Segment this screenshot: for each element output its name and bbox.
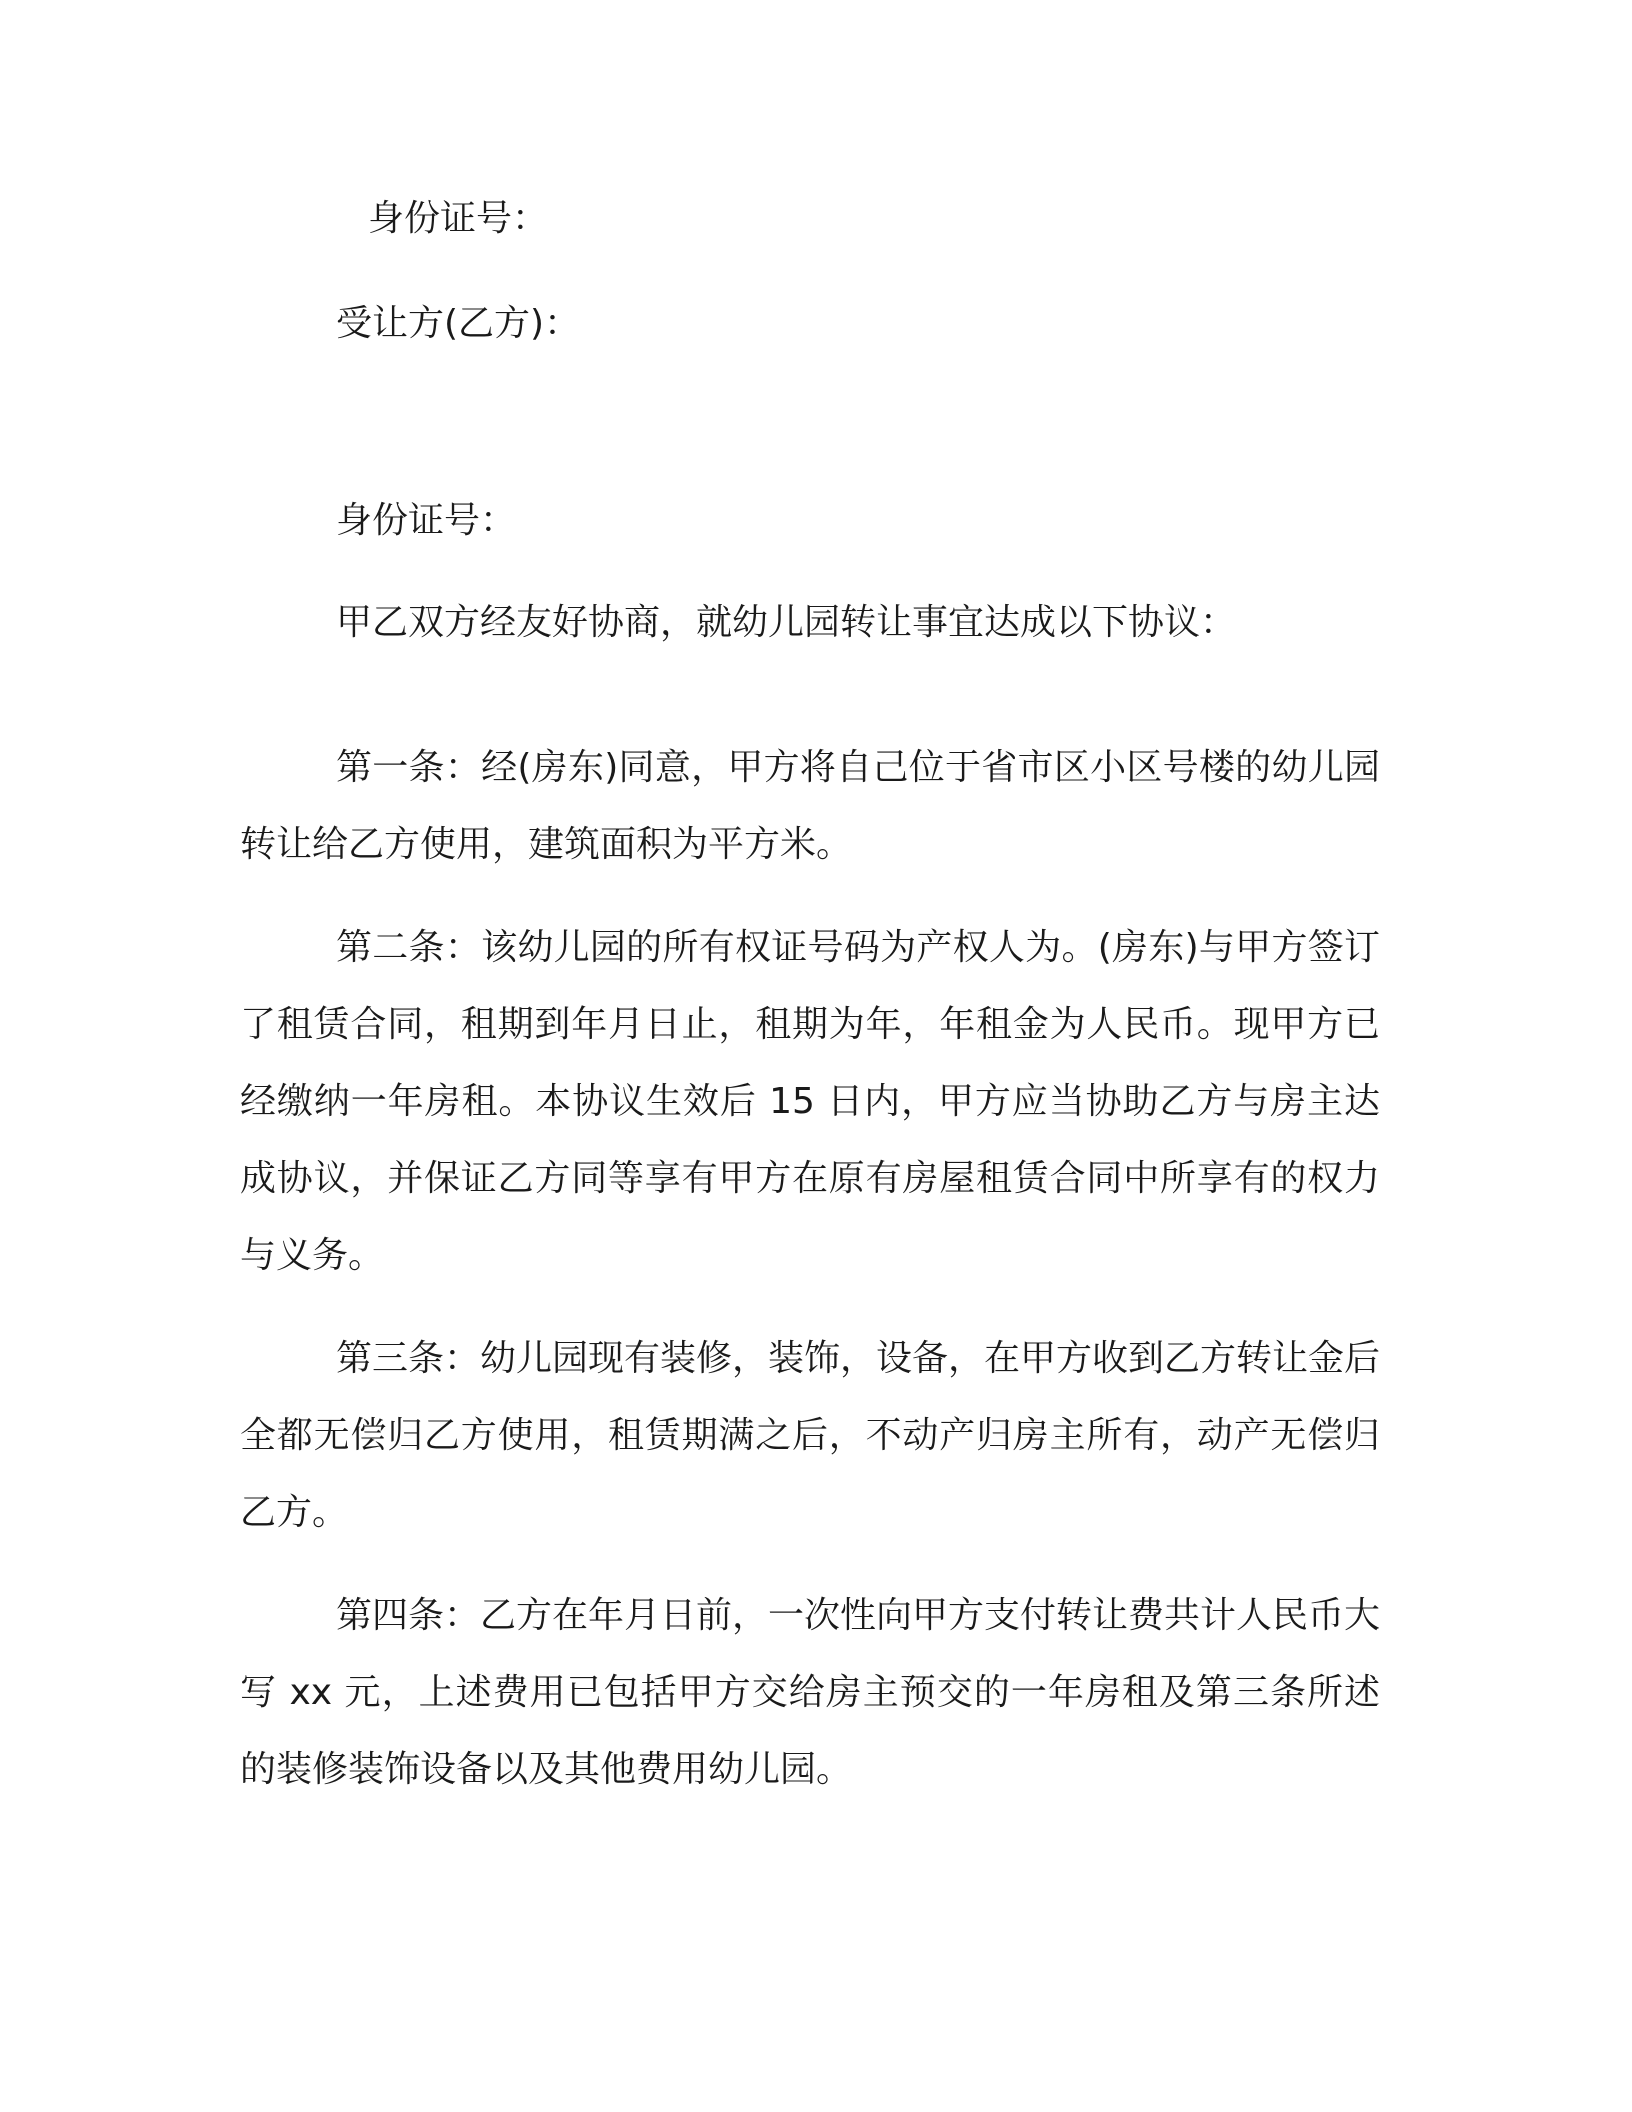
article-4: 第四条：乙方在年月日前，一次性向甲方支付转让费共计人民币大写 xx 元，上述费用已包括甲方交给房主预交的一年房租及第三条所述的装修装饰设备以及其他费用幼儿园。: [240, 1595, 1381, 1790]
transferee-label: 受让方(乙方)：: [336, 303, 581, 344]
id-number-label-party-b: 身份证号：: [336, 500, 517, 541]
agreement-intro: 甲乙双方经友好协商，就幼儿园转让事宜达成以下协议：: [336, 602, 1237, 643]
id-number-label-party-a: 身份证号：: [368, 198, 549, 239]
article-3: 第三条：幼儿园现有装修，装饰，设备，在甲方收到乙方转让金后全都无偿归乙方使用，租赁期满之后，不动产归房主所有，动产无偿归乙方。: [240, 1338, 1381, 1533]
article-2: 第二条：该幼儿园的所有权证号码为产权人为。(房东)与甲方签订了租赁合同，租期到年月日止，租期为年，年租金为人民币。现甲方已经缴纳一年房租。本协议生效后 15 日内，甲方应当协助乙方与房主达成协议，并保证乙方同等享有甲方在原有房屋租赁合同中所享有的权力与义务。: [240, 927, 1380, 1276]
article-1: 第一条：经(房东)同意，甲方将自己位于省市区小区号楼的幼儿园转让给乙方使用，建筑面积为平方米。: [240, 747, 1380, 865]
